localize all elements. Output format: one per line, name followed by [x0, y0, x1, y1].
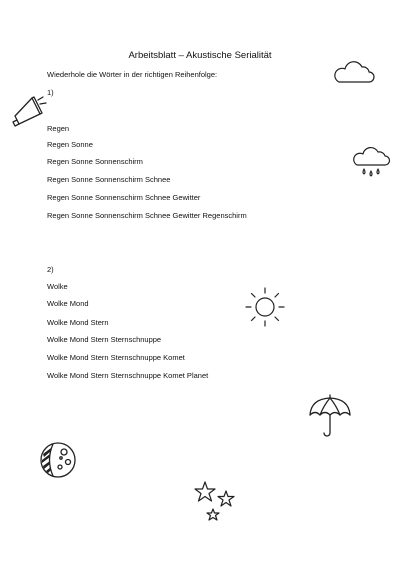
megaphone-icon [11, 96, 47, 128]
section-2-line: Wolke [47, 282, 68, 291]
worksheet-title: Arbeitsblatt – Akustische Serialität [128, 50, 272, 61]
section-2-line: Wolke Mond [47, 299, 89, 308]
umbrella-icon [308, 393, 352, 439]
section-2-line: Wolke Mond Stern Sternschnuppe Komet Planet [47, 371, 209, 380]
section-1-line: Regen Sonne [47, 140, 93, 149]
section-2-line: Wolke Mond Stern Sternschnuppe [47, 335, 162, 344]
instruction-text: Wiederhole die Wörter in der richtigen Reihenfolge: [47, 70, 218, 79]
section-1-line: Regen [47, 124, 70, 133]
section-1-line: Regen Sonne Sonnenschirm [47, 157, 143, 166]
section-1-line: Regen Sonne Sonnenschirm Schnee Gewitter Regenschirm [47, 211, 247, 220]
section-2-label: 2) [47, 265, 54, 274]
rain-cloud-icon [352, 145, 390, 179]
section-1-label: 1) [47, 88, 54, 97]
stars-icon [192, 480, 238, 524]
section-2-line: Wolke Mond Stern Sternschnuppe Komet [47, 353, 185, 362]
section-1-line: Regen Sonne Sonnenschirm Schnee [47, 175, 171, 184]
cloud-icon [334, 58, 374, 84]
section-1-line: Regen Sonne Sonnenschirm Schnee Gewitter [47, 193, 201, 202]
sun-icon [244, 286, 286, 328]
section-2-line: Wolke Mond Stern [47, 318, 109, 327]
moon-icon [38, 440, 78, 480]
